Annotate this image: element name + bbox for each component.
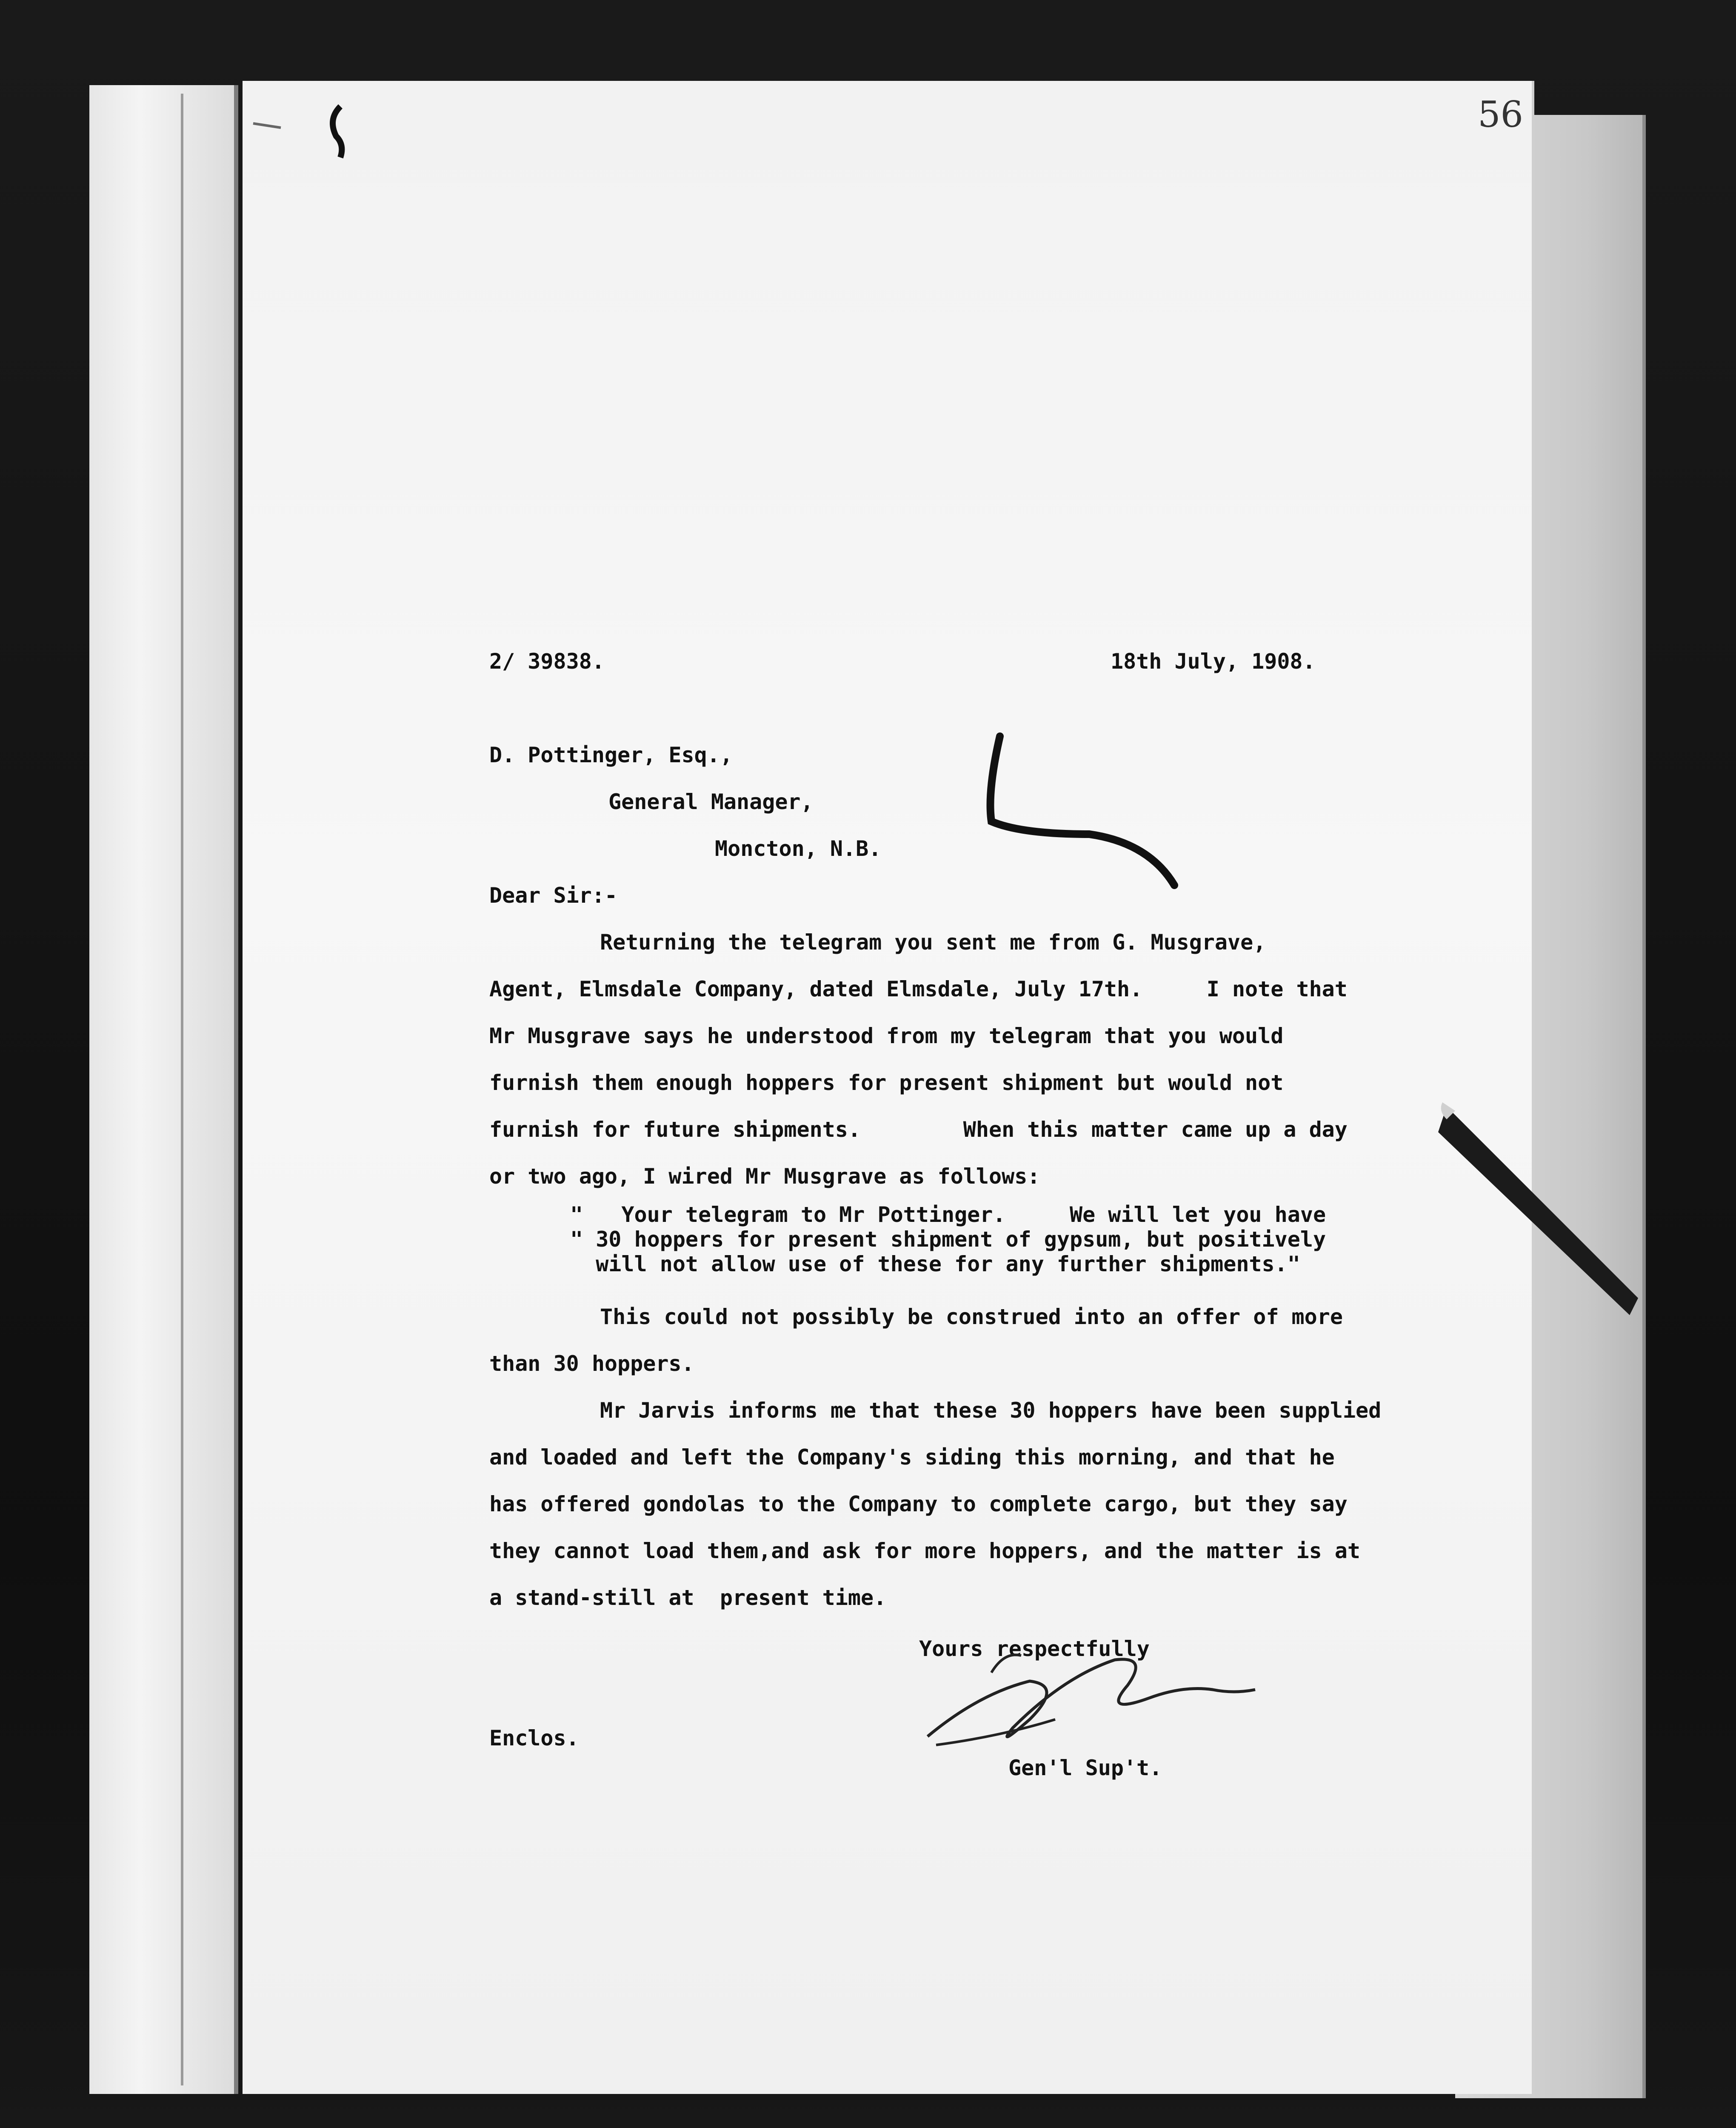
body-line: or two ago, I wired Mr Musgrave as follows: bbox=[489, 1164, 1040, 1189]
enclosure-note: Enclos. bbox=[489, 1726, 579, 1750]
closing: Yours respectfully bbox=[919, 1636, 1150, 1661]
reference-number: 2/ 39838. bbox=[489, 649, 605, 674]
body-line: Agent, Elmsdale Company, dated Elmsdale, July 17th. I note that bbox=[489, 977, 1348, 1001]
binding-fold-line bbox=[181, 94, 183, 2085]
salutation: Dear Sir:- bbox=[489, 883, 618, 908]
body-line: furnish for future shipments. When this matter came up a day bbox=[489, 1117, 1348, 1142]
quote-line: " 30 hoppers for present shipment of gypsum, but positively bbox=[570, 1227, 1326, 1252]
addressee-place: Moncton, N.B. bbox=[715, 836, 882, 861]
body-line: has offered gondolas to the Company to complete cargo, but they say bbox=[489, 1492, 1348, 1516]
body-line: a stand-still at present time. bbox=[489, 1585, 887, 1610]
quote-line: will not allow use of these for any further shipments." bbox=[570, 1252, 1300, 1276]
signature-title: Gen'l Sup't. bbox=[1008, 1756, 1162, 1780]
letter-date: 18th July, 1908. bbox=[1111, 649, 1316, 674]
body-line: This could not possibly be construed into an offer of more bbox=[600, 1304, 1343, 1329]
body-line: Returning the telegram you sent me from G. Musgrave, bbox=[600, 930, 1266, 955]
page-number: 56 bbox=[1478, 94, 1523, 135]
letter-body bbox=[489, 638, 1425, 1830]
body-line: and loaded and left the Company's siding this morning, and that he bbox=[489, 1445, 1335, 1470]
quote-line: " Your telegram to Mr Pottinger. We will let you have bbox=[570, 1202, 1326, 1227]
body-line: they cannot load them,and ask for more hoppers, and the matter is at bbox=[489, 1539, 1360, 1563]
body-line: than 30 hoppers. bbox=[489, 1351, 694, 1376]
body-line: Mr Musgrave says he understood from my telegram that you would bbox=[489, 1024, 1284, 1048]
addressee-name: D. Pottinger, Esq., bbox=[489, 743, 733, 767]
body-line: furnish them enough hoppers for present shipment but would not bbox=[489, 1070, 1284, 1095]
body-line: Mr Jarvis informs me that these 30 hoppers have been supplied bbox=[600, 1398, 1382, 1423]
binding-strip bbox=[89, 85, 238, 2094]
addressee-title: General Manager, bbox=[608, 789, 814, 814]
